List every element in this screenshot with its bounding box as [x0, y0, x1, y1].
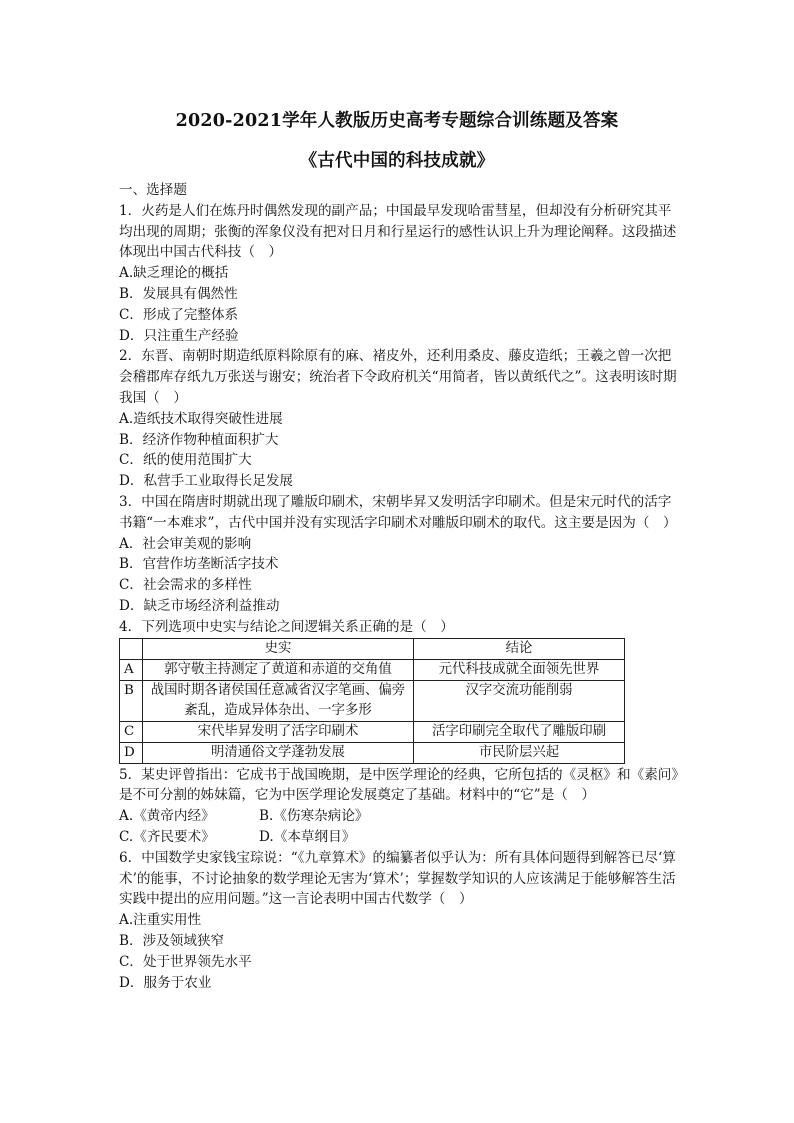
- row-conclusion: 市民阶层兴起: [414, 742, 625, 763]
- row-label: A: [120, 659, 143, 680]
- table-header-conclusion: 结论: [414, 638, 625, 659]
- question-2: [119, 346, 679, 492]
- option-c: C．纸的使用范围扩大: [119, 452, 252, 469]
- option-c: C．处于世界领先水平: [119, 953, 252, 970]
- table-row: [120, 721, 625, 742]
- fact-conclusion-table: [119, 638, 625, 764]
- question-1: [119, 201, 679, 347]
- row-fact: 宋代毕昇发明了活字印刷术: [143, 721, 414, 742]
- row-fact: 明清通俗文学蓬勃发展: [143, 742, 414, 763]
- question-4: [119, 617, 679, 764]
- option-a: A.造纸技术取得突破性进展: [119, 410, 283, 427]
- row-label: C: [120, 721, 143, 742]
- document-subtitle: 《古代中国的科技成就》: [299, 151, 495, 171]
- row-label: D: [120, 742, 143, 763]
- section-heading: 一、选择题: [119, 182, 187, 198]
- question-5: [119, 765, 679, 848]
- option-d: D.《本草纲目》: [259, 828, 356, 845]
- option-row: [119, 806, 679, 827]
- question-stem: 3．中国在隋唐时期就出现了雕版印刷术，宋朝毕昇又发明活字印刷术。但是宋元时代的活字书籍“一本难求”，古代中国并没有实现活字印刷术对雕版印刷术的取代。这主要是因为（ ）: [119, 493, 677, 531]
- table-row: [120, 742, 625, 763]
- option-c: C．形成了完整体系: [119, 306, 239, 323]
- question-stem: 1．火药是人们在炼丹时偶然发现的副产品；中国最早发现哈雷彗星，但却没有分析研究其平均出现的周期；张衡的浑象仪没有把对日月和行星运行的感性认识上升为理论阐释。这段描述体现出中国古代科技（ ）: [119, 202, 677, 261]
- option-a: A.《黄帝内经》: [119, 808, 215, 825]
- option-d: D．只注重生产经验: [119, 327, 239, 344]
- table-header-row: [120, 638, 625, 659]
- option-b: B.《伤寒杂病论》: [259, 808, 369, 825]
- option-b: B．涉及领域狭窄: [119, 932, 225, 949]
- table-header-fact: 史实: [143, 638, 414, 659]
- option-c: C．社会需求的多样性: [119, 577, 252, 594]
- table-header-cell: [120, 638, 143, 659]
- question-stem: 6．中国数学史家钱宝琮说：“《九章算术》的编纂者似乎认为：所有具体问题得到解答已尽‘算术’的能事，不讨论抽象的数学理论无害为‘算术’；掌握数学知识的人应该满足于能够解答生活实践中提出的应用问题。”这一言论表明中国古代数学（ ）: [119, 849, 676, 908]
- option-b: B．官营作坊垄断活字技术: [119, 556, 279, 573]
- option-a: A．社会审美观的影响: [119, 535, 252, 552]
- document-title: 2020-2021学年人教版历史高考专题综合训练题及答案: [175, 111, 619, 131]
- option-d: D．私营手工业取得长足发展: [119, 473, 294, 490]
- option-a: A.缺乏理论的概括: [119, 265, 229, 282]
- option-d: D．缺乏市场经济利益推动: [119, 597, 280, 614]
- question-stem: 5．某史评曾指出：它成书于战国晚期，是中医学理论的经典，它所包括的《灵枢》和《素问》是不可分割的姊妹篇，它为中医学理论发展奠定了基础。材料中的“它”是（ ）: [119, 766, 679, 804]
- row-fact: 战国时期各诸侯国任意减省汉字笔画、偏旁紊乱，造成异体杂出、一字多形: [143, 680, 414, 721]
- row-label: B: [120, 680, 143, 721]
- question-stem: 4．下列选项中史实与结论之间逻辑关系正确的是（ ）: [119, 618, 454, 635]
- option-b: B．经济作物种植面积扩大: [119, 431, 279, 448]
- table-row: [120, 680, 625, 721]
- option-d: D．服务于农业: [119, 974, 212, 991]
- option-row: [119, 827, 679, 848]
- document-body: [119, 180, 679, 993]
- row-conclusion: 活字印刷完全取代了雕版印刷: [414, 721, 625, 742]
- option-c: C.《齐民要术》: [119, 828, 215, 845]
- question-3: [119, 492, 679, 617]
- option-a: A.注重实用性: [119, 912, 202, 929]
- row-conclusion: 汉字交流功能削弱: [414, 680, 625, 721]
- row-fact: 郭守敬主持测定了黄道和赤道的交角值: [143, 659, 414, 680]
- option-b: B．发展具有偶然性: [119, 285, 238, 302]
- row-conclusion: 元代科技成就全面领先世界: [414, 659, 625, 680]
- table-row: [120, 659, 625, 680]
- question-6: [119, 848, 679, 994]
- question-stem: 2．东晋、南朝时期造纸原料除原有的麻、褚皮外，还利用桑皮、藤皮造纸；王羲之曾一次把会稽郡库存纸九万张送与谢安；统治者下令政府机关“用简者，皆以黄纸代之”。这表明该时期我国（ ）: [119, 348, 677, 406]
